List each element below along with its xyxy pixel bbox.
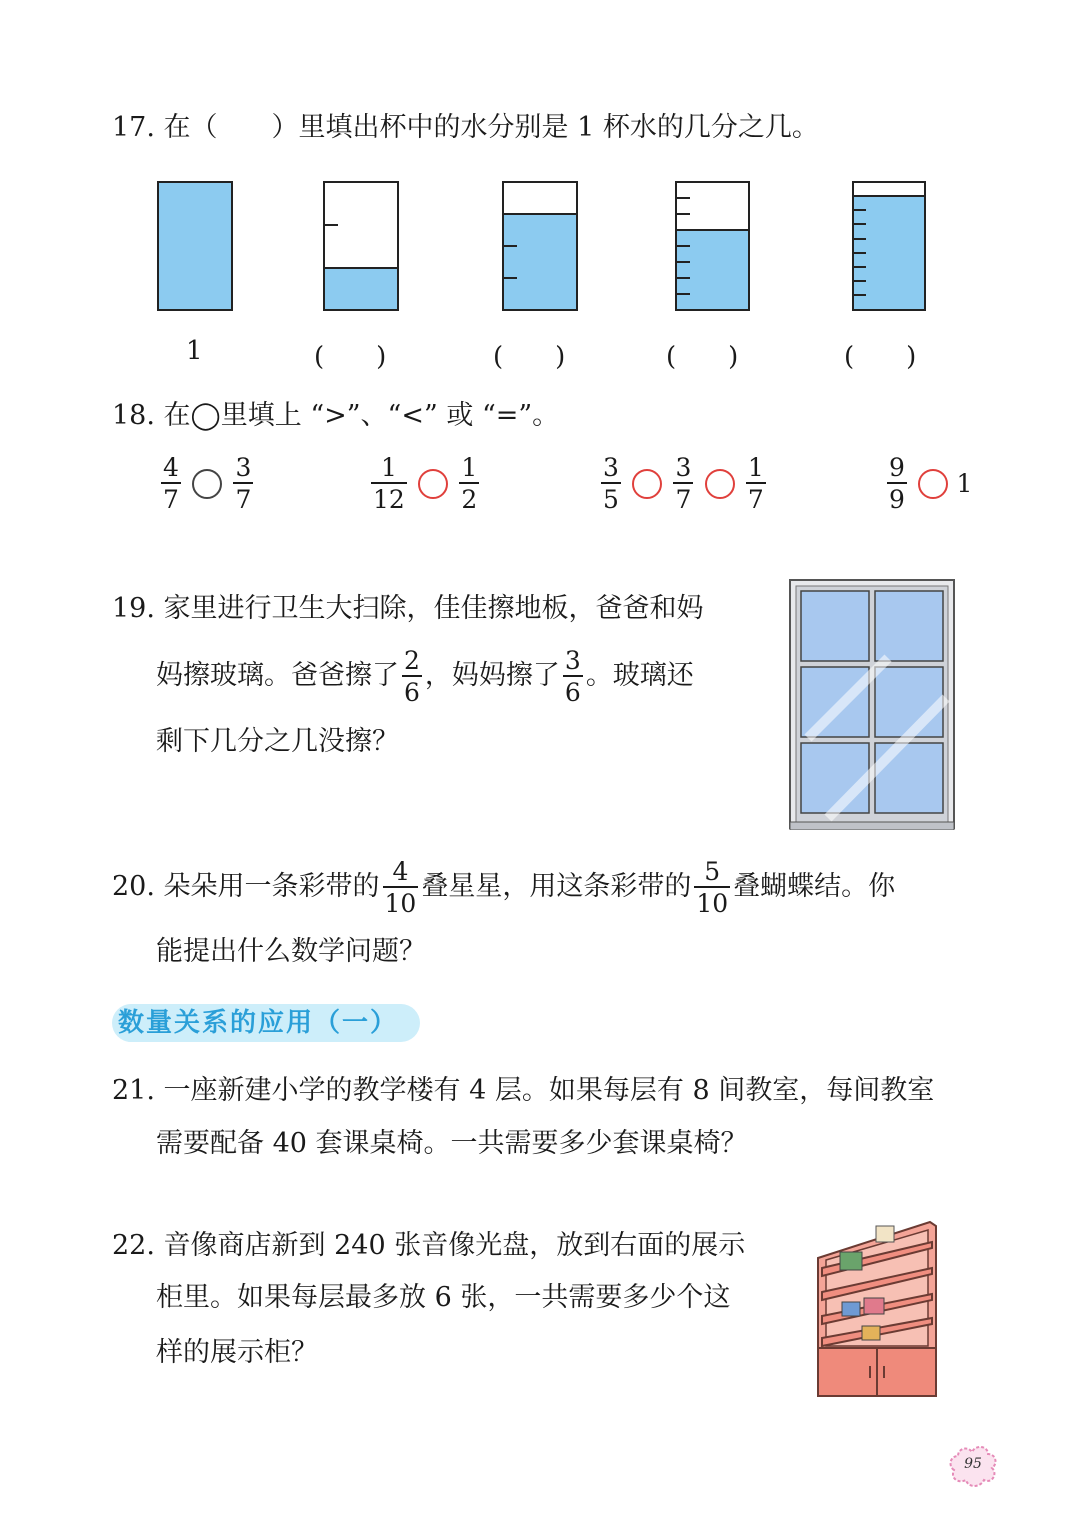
answer-circle[interactable]	[418, 469, 448, 499]
window-illustration	[788, 578, 956, 830]
q21-line-2: 需要配备 40 套课桌椅。一共需要多少套课桌椅？	[156, 1128, 748, 1159]
page-number: 95	[964, 1456, 982, 1472]
answer-circle[interactable]	[192, 469, 222, 499]
answer-circle[interactable]	[918, 469, 948, 499]
q17-prompt: 17. 在（ ）里填出杯中的水分别是 1 杯水的几分之几。	[112, 112, 819, 143]
fraction: $\frac{4}{10}$	[384, 857, 417, 918]
fraction: $\frac{3}{5}$	[603, 453, 619, 514]
compare-item-1	[158, 455, 256, 512]
fraction: $\frac{4}{7}$	[163, 453, 179, 514]
answer-circle[interactable]	[705, 469, 735, 499]
cup-label-4[interactable]: ( )	[666, 342, 739, 372]
cup-3	[503, 182, 577, 310]
cup-2	[324, 182, 398, 310]
compare-item-3	[598, 455, 769, 512]
compare-item-2	[368, 455, 482, 512]
q20-line-2: 能提出什么数学问题？	[156, 936, 426, 967]
fraction: $\frac{3}{6}$	[564, 646, 581, 707]
cup-5	[853, 182, 925, 310]
cups-figure	[150, 175, 940, 320]
cup-label-1: 1	[186, 336, 203, 366]
q19-line-3: 剩下几分之几没擦？	[156, 726, 399, 757]
q22-line-1: 22. 音像商店新到 240 张音像光盘，放到右面的展示	[112, 1230, 746, 1261]
q22-line-2: 柜里。如果每层最多放 6 张，一共需要多少个这	[156, 1282, 731, 1313]
q22-line-3: 样的展示柜？	[156, 1337, 318, 1368]
fraction: $\frac{2}{6}$	[404, 646, 420, 707]
compare-item-4	[884, 455, 972, 512]
cup-label-2[interactable]: ( )	[314, 342, 387, 372]
fraction: $\frac{1}{12}$	[373, 453, 405, 514]
fraction: $\frac{3}{7}$	[675, 453, 692, 514]
cup-4	[676, 182, 749, 310]
cup-label-5[interactable]: ( )	[844, 342, 917, 372]
cup-1	[158, 182, 232, 310]
fraction: $\frac{1}{7}$	[747, 453, 764, 514]
display-cabinet-illustration	[812, 1218, 942, 1403]
section-title: 数量关系的应用（一）	[112, 1004, 420, 1042]
q20-line-1: 20. 朵朵用一条彩带的 $\frac{4}{10}$ 叠星星，用这条彩带的 $\frac{5}{10}$ 叠蝴蝶结。你	[112, 857, 896, 918]
q19-line-2: 妈擦玻璃。爸爸擦了 $\frac{2}{6}$ ，妈妈擦了 $\frac{3}{6}$ 。玻璃还	[156, 646, 694, 707]
q18-prompt: 18. 在◯里填上 “>”、“<” 或 “=”。	[112, 400, 560, 431]
fraction: $\frac{1}{2}$	[461, 453, 478, 514]
q19-line-1: 19. 家里进行卫生大扫除，佳佳擦地板，爸爸和妈	[112, 593, 704, 624]
fraction: $\frac{5}{10}$	[696, 857, 729, 918]
fraction: $\frac{3}{7}$	[235, 453, 252, 514]
q21-line-1: 21. 一座新建小学的教学楼有 4 层。如果每层有 8 间教室，每间教室	[112, 1075, 935, 1106]
cup-label-3[interactable]: ( )	[493, 342, 566, 372]
fraction: $\frac{9}{9}$	[889, 453, 905, 514]
answer-circle[interactable]	[632, 469, 662, 499]
value: 1	[956, 469, 973, 498]
